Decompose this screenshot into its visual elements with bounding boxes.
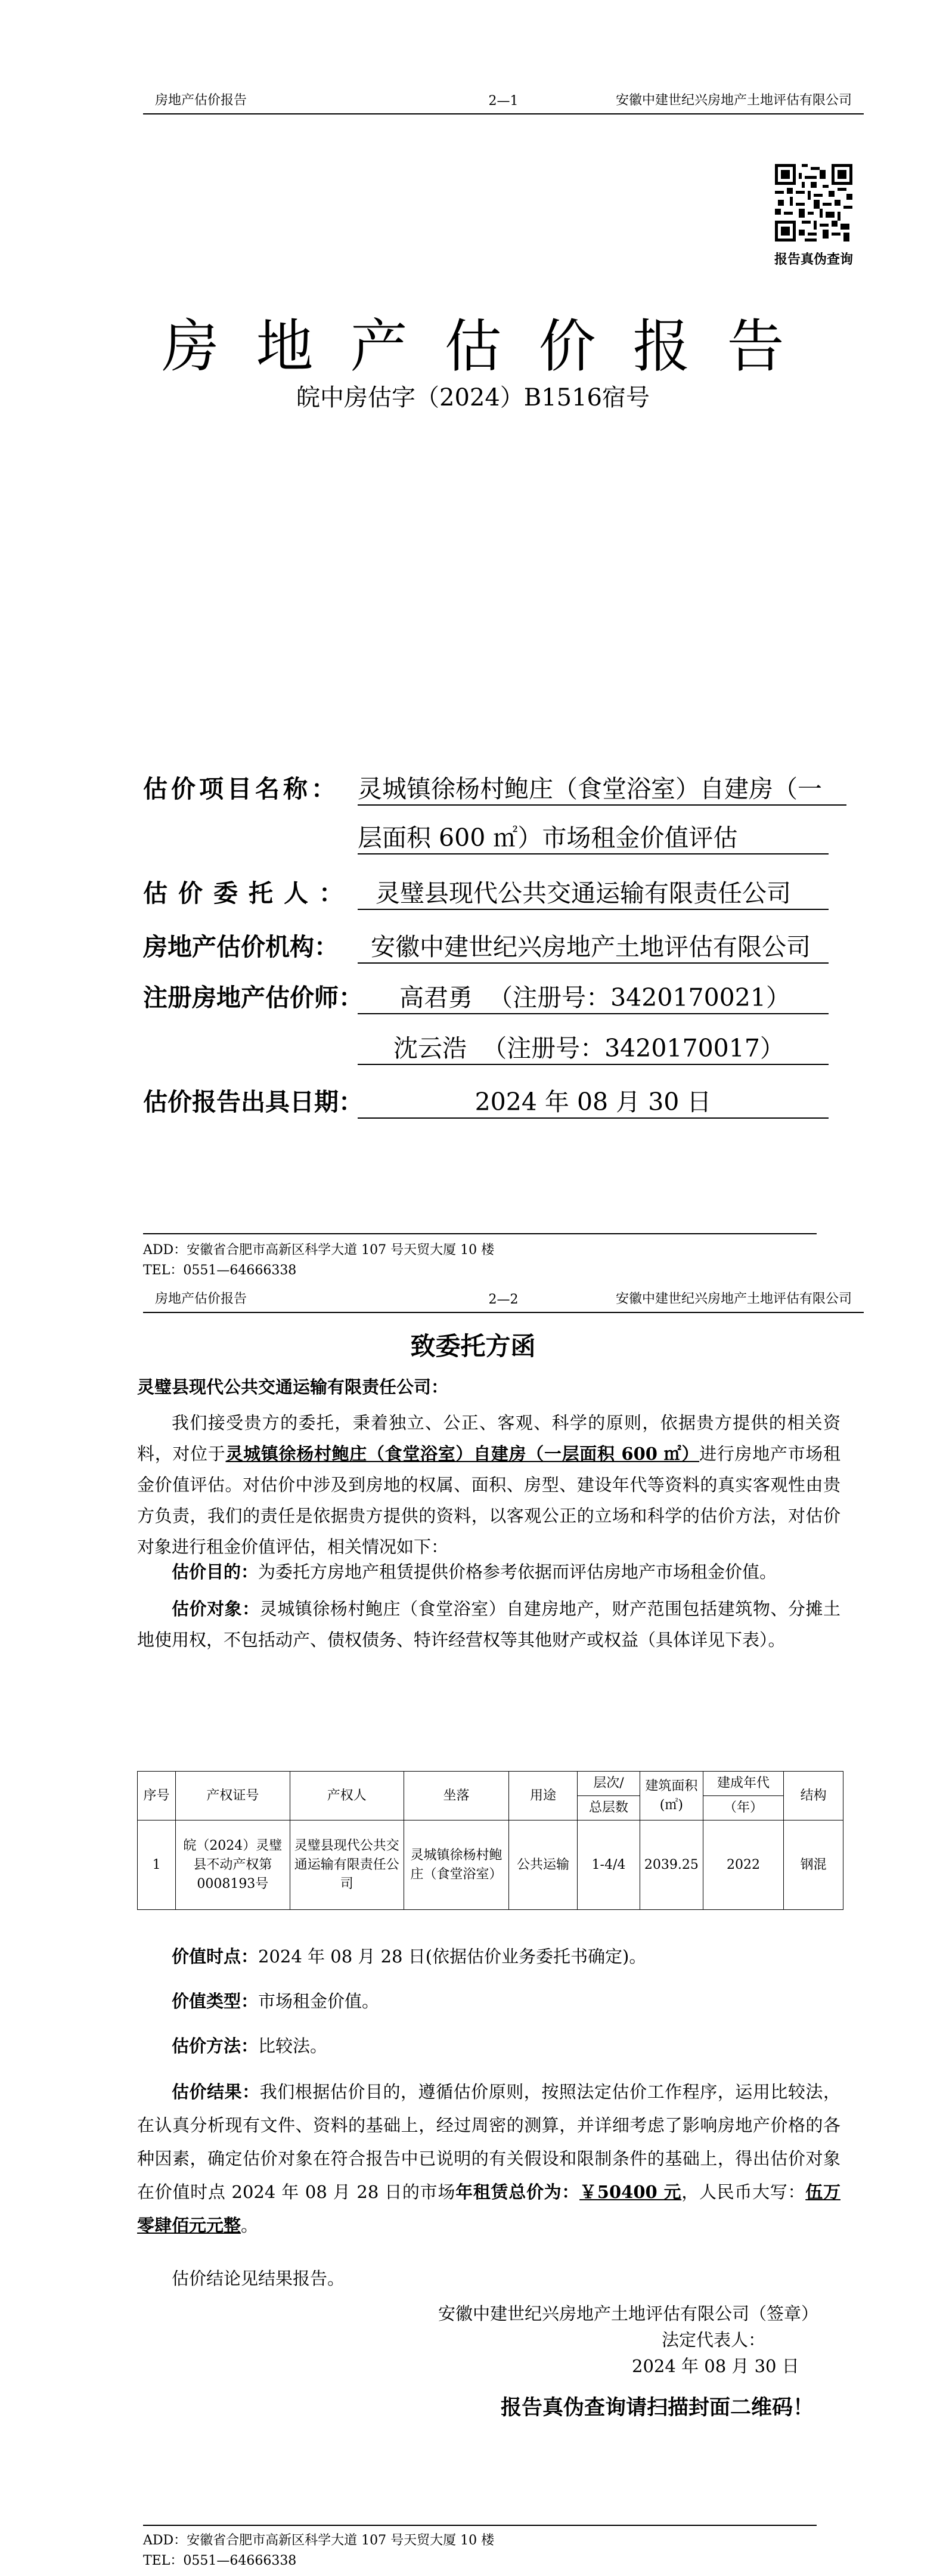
issue-date: 2024 年 08 月 30 日 xyxy=(358,1082,829,1119)
agency-field xyxy=(143,927,339,962)
sign-company: 安徽中建世纪兴房地产土地评估有限公司（签章） xyxy=(438,2303,819,2324)
th-no: 序号 xyxy=(138,1772,176,1820)
project-name-line1: 灵城镇徐杨村鲍庄（食堂浴室）自建房（一 xyxy=(358,769,846,806)
result-end: 。 xyxy=(241,2215,259,2236)
footer-tel: TEL：0551—64666338 xyxy=(143,2553,297,2568)
table-header-row xyxy=(138,1772,843,1796)
purpose-text: 为委托方房地产租赁提供价格参考依据而评估房地产市场租金价值。 xyxy=(258,1562,777,1582)
appraiser-field xyxy=(143,978,363,1013)
method-paragraph xyxy=(137,2030,840,2061)
sign-date: 2024 年 08 月 30 日 xyxy=(632,2356,799,2376)
verify-notice: 报告真伪查询请扫描封面二维码！ xyxy=(501,2395,814,2420)
project-label: 估价项目名称： xyxy=(143,775,339,803)
header-page-number: 2—2 xyxy=(488,1292,519,1307)
th-use: 用途 xyxy=(509,1772,578,1820)
qr-label: 报告真伪查询 xyxy=(774,252,853,267)
intro-c: 进行房地产市场租金价值评估。对估价中涉及到房地的权属、面积、房型、建设年代等资料的真实客观性由贵方负责，我们的责任是依据贵方提供的资料，以客观公正的立场和科学的估价方法，对估价对象进行租金价值评估，相关情况如下： xyxy=(137,1444,840,1557)
intro-a: 我们接受贵方的委托，秉着独立、公正、客观、科学的原则，依据贵方提供的相关资料，对位于 xyxy=(137,1413,840,1464)
page-header xyxy=(143,89,864,114)
appraiser-1: 高君勇 （注册号：3420170021） xyxy=(358,978,829,1014)
th-area: 建筑面积(㎡) xyxy=(640,1772,703,1820)
client-name: 灵璧县现代公共交通运输有限责任公司 xyxy=(358,874,829,910)
header-right: 安徽中建世纪兴房地产土地评估有限公司 xyxy=(615,1292,852,1306)
object-paragraph xyxy=(137,1593,840,1655)
document-number: 皖中房估字（2024）B1516宿号 xyxy=(296,384,650,411)
project-name-line2: 层面积 600 ㎡）市场租金价值评估 xyxy=(358,818,829,854)
agency-label: 房地产估价机构： xyxy=(143,933,339,961)
footer-address: ADD：安徽省合肥市高新区科学大道 107 号天贸大厦 10 楼 xyxy=(143,1243,495,1258)
cell-structure: 钢混 xyxy=(784,1820,843,1910)
result-amount: ￥50400 元 xyxy=(579,2182,682,2202)
header-left: 房地产估价报告 xyxy=(155,1292,247,1306)
date-field xyxy=(143,1082,363,1117)
footer xyxy=(143,2531,494,2571)
cell-cert: 皖（2024）灵璧县不动产权第0008193号 xyxy=(176,1820,290,1910)
value-time-text: 2024 年 08 月 28 日(依据估价业务委托书确定)。 xyxy=(258,1946,647,1967)
result-paragraph xyxy=(137,2075,840,2242)
header-page-number: 2—1 xyxy=(488,94,519,109)
footer-divider xyxy=(143,1233,817,1234)
th-year: 建成年代 xyxy=(703,1772,783,1796)
th-location: 坐落 xyxy=(404,1772,508,1820)
th-year-unit: （年） xyxy=(703,1796,783,1820)
result-text: 我们根据估价目的，遵循估价原则，按照法定估价工作程序，运用比较法，在认真分析现有文件、资料的基础上，经过周密的测算，并详细考虑了影响房地产价格的各种因素，确定估价对象在符合报告中已说明的有关假设和限制条件的基础上，得出估价对象在价值时点 2024 年 08 月 28 日的市场 xyxy=(137,2082,840,2202)
header-right: 安徽中建世纪兴房地产土地评估有限公司 xyxy=(615,93,852,108)
client-field xyxy=(143,874,354,909)
letter-title: 致委托方函 xyxy=(410,1332,536,1361)
method-text: 比较法。 xyxy=(258,2036,328,2056)
result-total-label: 年租赁总价为： xyxy=(455,2182,580,2202)
intro-property: 灵城镇徐杨村鲍庄（食堂浴室）自建房（一层面积 600 ㎡） xyxy=(225,1444,700,1464)
page-header xyxy=(143,1288,864,1313)
project-name-field xyxy=(143,769,339,804)
header-left: 房地产估价报告 xyxy=(155,93,247,108)
date-label: 估价报告出具日期： xyxy=(143,1088,363,1116)
cell-area: 2039.25 xyxy=(640,1820,703,1910)
method-label: 估价方法： xyxy=(172,2036,259,2056)
value-time-label: 价值时点： xyxy=(172,1946,259,1967)
footer-address: ADD：安徽省合肥市高新区科学大道 107 号天贸大厦 10 楼 xyxy=(143,2533,495,2548)
cell-no: 1 xyxy=(138,1820,176,1910)
qr-code-icon[interactable] xyxy=(775,164,852,242)
result-label: 估价结果： xyxy=(172,2082,260,2102)
cell-use: 公共运输 xyxy=(509,1820,578,1910)
object-label: 估价对象： xyxy=(172,1599,260,1619)
th-structure: 结构 xyxy=(784,1772,843,1820)
appraiser-2: 沈云浩 （注册号：3420170017） xyxy=(358,1029,829,1065)
footer-tel: TEL：0551—64666338 xyxy=(143,1263,297,1278)
letter-addressee: 灵璧县现代公共交通运输有限责任公司： xyxy=(137,1377,449,1397)
cell-year: 2022 xyxy=(703,1820,783,1910)
footer xyxy=(143,1240,494,1281)
cell-owner: 灵璧县现代公共交通运输有限责任公司 xyxy=(290,1820,404,1910)
conclusion-paragraph: 估价结论见结果报告。 xyxy=(172,2268,345,2289)
value-type-label: 价值类型： xyxy=(172,1991,259,2011)
legal-representative: 法定代表人： xyxy=(662,2330,766,2350)
report-title: 房地产估价报告 xyxy=(162,313,821,380)
table-row xyxy=(138,1820,843,1910)
th-owner: 产权人 xyxy=(290,1772,404,1820)
property-table xyxy=(137,1771,843,1910)
th-cert: 产权证号 xyxy=(176,1772,290,1820)
cell-floor: 1-4/4 xyxy=(578,1820,640,1910)
purpose-paragraph xyxy=(137,1556,840,1587)
object-text: 灵城镇徐杨村鲍庄（食堂浴室）自建房地产，财产范围包括建筑物、分摊土地使用权，不包括动产、债权债务、特许经营权等其他财产或权益（具体详见下表）。 xyxy=(137,1599,840,1650)
footer-divider xyxy=(143,2525,817,2526)
cell-location: 灵城镇徐杨村鲍庄（食堂浴室） xyxy=(404,1820,508,1910)
appraiser-label: 注册房地产估价师： xyxy=(143,983,363,1012)
client-label: 估价委托人： xyxy=(143,879,354,908)
purpose-label: 估价目的： xyxy=(172,1562,259,1582)
value-time-paragraph xyxy=(137,1941,840,1972)
result-rmb-label: ，人民币大写： xyxy=(681,2182,806,2202)
th-floor: 层次/ xyxy=(578,1772,640,1796)
value-type-text: 市场租金价值。 xyxy=(258,1991,380,2011)
value-type-paragraph xyxy=(137,1986,840,2017)
result-amount-chinese: 伍万零肆佰元元整 xyxy=(137,2182,840,2236)
letter-intro xyxy=(137,1407,840,1562)
th-total-floors: 总层数 xyxy=(578,1796,640,1820)
agency-name: 安徽中建世纪兴房地产土地评估有限公司 xyxy=(358,927,829,964)
